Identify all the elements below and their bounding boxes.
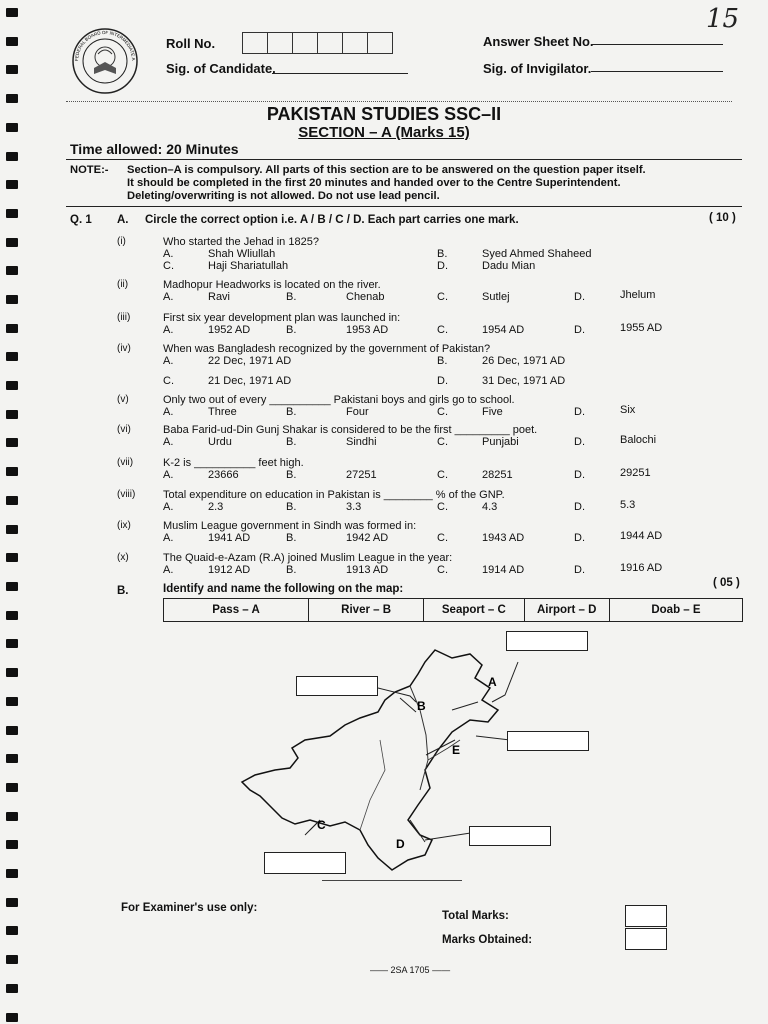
option-c-letter[interactable]: C. <box>437 501 448 513</box>
option-b-text: Four <box>346 406 369 418</box>
map-answer-table <box>163 598 743 622</box>
map-box-a[interactable] <box>506 631 588 651</box>
option-b-letter[interactable]: B. <box>286 501 297 513</box>
option-d-text: 29251 <box>620 467 651 479</box>
binding-hole <box>6 726 18 735</box>
time-allowed: Time allowed: 20 Minutes <box>70 141 239 157</box>
question-text: Only two out of every __________ Pakistani boys and girls go to school. <box>163 394 515 406</box>
option-d-text: 1955 AD <box>620 322 663 334</box>
option-b-text: 1913 AD <box>346 564 389 576</box>
table-cell-pass[interactable]: Pass – A <box>164 599 309 621</box>
option-d-letter[interactable]: D. <box>574 406 585 418</box>
roll-no-label: Roll No. <box>166 36 216 51</box>
map-box-e[interactable] <box>507 731 589 751</box>
option-c-text: 1943 AD <box>482 532 525 544</box>
option-c-letter[interactable]: C. <box>437 469 448 481</box>
option-d-text: 31 Dec, 1971 AD <box>482 375 566 387</box>
option-b-letter[interactable]: B. <box>286 469 297 481</box>
board-seal-icon <box>70 26 140 96</box>
question-text: Baba Farid-ud-Din Gunj Shakar is considered to be the first _________ poet. <box>163 424 538 436</box>
option-b-text: Sindhi <box>346 436 377 448</box>
map-box-b[interactable] <box>296 676 378 696</box>
option-b-letter[interactable]: B. <box>286 436 297 448</box>
option-a-text: 1912 AD <box>208 564 251 576</box>
part-b-instruction: Identify and name the following on the map: <box>163 583 404 595</box>
option-c-text: Punjabi <box>482 436 519 448</box>
option-b-letter[interactable]: B. <box>286 324 297 336</box>
map-letter-d: D <box>396 837 405 851</box>
map-letter-c: C <box>317 818 326 832</box>
option-c-text: 1954 AD <box>482 324 525 336</box>
question-item-number: (viii) <box>117 489 136 500</box>
binding-hole <box>6 438 18 447</box>
question-text: Total expenditure on education in Pakistan is ________ % of the GNP. <box>163 489 505 501</box>
option-a-letter[interactable]: A. <box>163 248 174 260</box>
question-item-number: (vii) <box>117 457 134 468</box>
map-letter-b: B <box>417 699 426 713</box>
option-d-text: Balochi <box>620 434 657 446</box>
option-b-letter[interactable]: B. <box>286 406 297 418</box>
binding-hole <box>6 467 18 476</box>
binding-hole <box>6 926 18 935</box>
part-b-marks: ( 05 ) <box>713 577 740 589</box>
option-a-text: Ravi <box>208 291 231 303</box>
binding-hole <box>6 697 18 706</box>
part-a-instruction: Circle the correct option i.e. A / B / C / D. Each part carries one mark. <box>145 214 519 226</box>
option-d-letter[interactable]: D. <box>574 501 585 513</box>
option-a-letter[interactable]: A. <box>163 406 174 418</box>
option-d-letter[interactable]: D. <box>574 564 585 576</box>
option-c-letter[interactable]: C. <box>163 375 174 387</box>
paper-code-text: 2SA 1705 <box>390 965 430 975</box>
examiner-label: For Examiner's use only: <box>121 902 258 914</box>
question-number: Q. 1 <box>70 214 92 226</box>
question-text: Who started the Jehad in 1825? <box>163 236 319 248</box>
binding-hole <box>6 898 18 907</box>
binding-hole <box>6 94 18 103</box>
binding-hole <box>6 812 18 821</box>
binding-hole <box>6 611 18 620</box>
question-item-number: (iv) <box>117 343 131 354</box>
option-d-text: Six <box>620 404 636 416</box>
option-c-text: Five <box>482 406 503 418</box>
question-text: K-2 is __________ feet high. <box>163 457 304 469</box>
option-b-text: Chenab <box>346 291 385 303</box>
binding-hole <box>6 209 18 218</box>
sig-candidate-label: Sig. of Candidate. <box>166 61 276 76</box>
note-label: NOTE:- <box>70 164 109 176</box>
option-c-text: Haji Shariatullah <box>208 260 289 272</box>
map-box-d[interactable] <box>469 826 551 846</box>
option-b-text: 3.3 <box>346 501 362 513</box>
option-c-text: Sutlej <box>482 291 510 303</box>
table-cell-river[interactable]: River – B <box>309 599 424 621</box>
binding-hole <box>6 984 18 993</box>
binding-hole <box>6 37 18 46</box>
binding-hole <box>6 65 18 74</box>
table-cell-doab[interactable]: Doab – E <box>651 604 701 616</box>
option-c-letter[interactable]: C. <box>437 406 448 418</box>
option-d-text: Jhelum <box>620 289 656 301</box>
table-cell-airport[interactable]: Airport – D <box>525 599 610 621</box>
option-b-text: 1953 AD <box>346 324 389 336</box>
question-item-number: (x) <box>117 552 129 563</box>
option-a-letter[interactable]: A. <box>163 501 174 513</box>
divider <box>66 159 742 160</box>
option-b-letter[interactable]: B. <box>286 532 297 544</box>
section-title: SECTION – A (Marks 15) <box>298 124 470 141</box>
option-c-text: 1914 AD <box>482 564 525 576</box>
total-marks-label: Total Marks: <box>442 910 509 922</box>
binding-hole <box>6 639 18 648</box>
option-c-letter[interactable]: C. <box>437 324 448 336</box>
marks-obtained-label: Marks Obtained: <box>442 934 533 946</box>
option-a-text: 22 Dec, 1971 AD <box>208 355 292 367</box>
binding-hole <box>6 266 18 275</box>
handwritten-mark: 15 <box>706 4 740 34</box>
option-c-letter[interactable]: C. <box>437 291 448 303</box>
binding-hole <box>6 180 18 189</box>
paper-code: —— 2SA 1705 —— <box>370 965 451 975</box>
binding-hole <box>6 410 18 419</box>
option-a-text: 2.3 <box>208 501 224 513</box>
answer-sheet-field[interactable] <box>591 30 723 45</box>
binding-hole <box>6 582 18 591</box>
option-c-letter[interactable]: C. <box>437 436 448 448</box>
option-d-letter[interactable]: D. <box>574 291 585 303</box>
binding-hole <box>6 525 18 534</box>
roll-no-boxes[interactable] <box>242 32 393 54</box>
part-a-marks: ( 10 ) <box>709 212 736 224</box>
map-box-c[interactable] <box>264 852 346 874</box>
option-c-letter[interactable]: C. <box>163 260 174 272</box>
option-a-text: 1952 AD <box>208 324 251 336</box>
marks-obtained-box[interactable] <box>625 928 667 950</box>
option-d-letter[interactable]: D. <box>574 324 585 336</box>
option-a-letter[interactable]: A. <box>163 436 174 448</box>
option-b-text: 27251 <box>346 469 377 481</box>
question-text: Muslim League government in Sindh was formed in: <box>163 520 417 532</box>
note-line: Deleting/overwriting is not allowed. Do not use lead pencil. <box>127 190 440 202</box>
option-a-letter[interactable]: A. <box>163 469 174 481</box>
option-c-letter[interactable]: C. <box>437 564 448 576</box>
part-a-label: A. <box>117 214 129 226</box>
binding-hole <box>6 1013 18 1022</box>
option-b-text: Syed Ahmed Shaheed <box>482 248 592 260</box>
binding-hole <box>6 238 18 247</box>
option-a-text: Urdu <box>208 436 232 448</box>
binding-hole <box>6 295 18 304</box>
option-a-letter[interactable]: A. <box>163 564 174 576</box>
question-item-number: (vi) <box>117 424 131 435</box>
note-text <box>127 164 747 203</box>
svg-text:FEDERAL BOARD OF INTERMEDIATE: FEDERAL BOARD OF INTERMEDIATE A <box>73 29 137 62</box>
question-text: Madhopur Headworks is located on the river. <box>163 279 381 291</box>
map-letter-e: E <box>452 743 461 757</box>
option-a-letter[interactable]: A. <box>163 355 174 367</box>
option-b-letter[interactable]: B. <box>286 291 297 303</box>
question-item-number: (ii) <box>117 279 129 290</box>
divider <box>66 206 742 207</box>
binding-hole <box>6 8 18 17</box>
option-c-text: 28251 <box>482 469 513 481</box>
option-c-text: 21 Dec, 1971 AD <box>208 375 292 387</box>
binding-hole <box>6 783 18 792</box>
binding-hole <box>6 381 18 390</box>
map-letter-a: A <box>488 675 497 689</box>
option-a-letter[interactable]: A. <box>163 291 174 303</box>
option-b-letter[interactable]: B. <box>437 355 448 367</box>
option-d-text: 1916 AD <box>620 562 663 574</box>
option-b-text: 26 Dec, 1971 AD <box>482 355 566 367</box>
option-d-text: 1944 AD <box>620 530 663 542</box>
option-a-letter[interactable]: A. <box>163 324 174 336</box>
binding-hole <box>6 324 18 333</box>
binding-hole <box>6 754 18 763</box>
option-a-text: Three <box>208 406 237 418</box>
map-underline <box>322 880 462 881</box>
binding-hole <box>6 668 18 677</box>
option-a-text: 23666 <box>208 469 239 481</box>
note-line: It should be completed in the first 20 minutes and handed over to the Centre Superintendent. <box>127 177 621 189</box>
option-a-text: Shah Wliullah <box>208 248 276 260</box>
question-text: When was Bangladesh recognized by the government of Pakistan? <box>163 343 491 355</box>
question-item-number: (ix) <box>117 520 131 531</box>
binding-hole <box>6 352 18 361</box>
binding-hole <box>6 496 18 505</box>
option-d-text: Dadu Mian <box>482 260 536 272</box>
option-b-text: 1942 AD <box>346 532 389 544</box>
paper-title: PAKISTAN STUDIES SSC–II <box>266 104 502 124</box>
table-cell-seaport[interactable]: Seaport – C <box>424 599 524 621</box>
option-b-letter[interactable]: B. <box>286 564 297 576</box>
binding-hole <box>6 840 18 849</box>
sig-candidate-field[interactable] <box>272 59 408 74</box>
cut-line <box>66 101 732 102</box>
answer-sheet-label: Answer Sheet No. <box>483 34 594 49</box>
option-a-text: 1941 AD <box>208 532 251 544</box>
option-d-letter[interactable]: D. <box>574 532 585 544</box>
question-text: First six year development plan was launched in: <box>163 312 401 324</box>
option-d-text: 5.3 <box>620 499 636 511</box>
option-c-text: 4.3 <box>482 501 498 513</box>
option-d-letter[interactable]: D. <box>437 375 448 387</box>
binding-hole <box>6 152 18 161</box>
option-d-letter[interactable]: D. <box>574 469 585 481</box>
part-b-label: B. <box>117 585 129 597</box>
question-item-number: (iii) <box>117 312 131 323</box>
question-item-number: (i) <box>117 236 126 247</box>
binding-hole <box>6 869 18 878</box>
option-b-letter[interactable]: B. <box>437 248 448 260</box>
binding-hole <box>6 553 18 562</box>
question-text: The Quaid-e-Azam (R.A) joined Muslim League in the year: <box>163 552 453 564</box>
sig-invigilator-label: Sig. of Invigilator. <box>483 61 592 76</box>
option-d-letter[interactable]: D. <box>437 260 448 272</box>
total-marks-box[interactable] <box>625 905 667 927</box>
question-item-number: (v) <box>117 394 129 405</box>
binding-hole <box>6 955 18 964</box>
option-a-letter[interactable]: A. <box>163 532 174 544</box>
sig-invigilator-field[interactable] <box>591 57 723 72</box>
binding-holes <box>6 0 20 1024</box>
option-d-letter[interactable]: D. <box>574 436 585 448</box>
option-c-letter[interactable]: C. <box>437 532 448 544</box>
note-line: Section–A is compulsory. All parts of this section are to be answered on the question paper itself. <box>127 164 646 176</box>
